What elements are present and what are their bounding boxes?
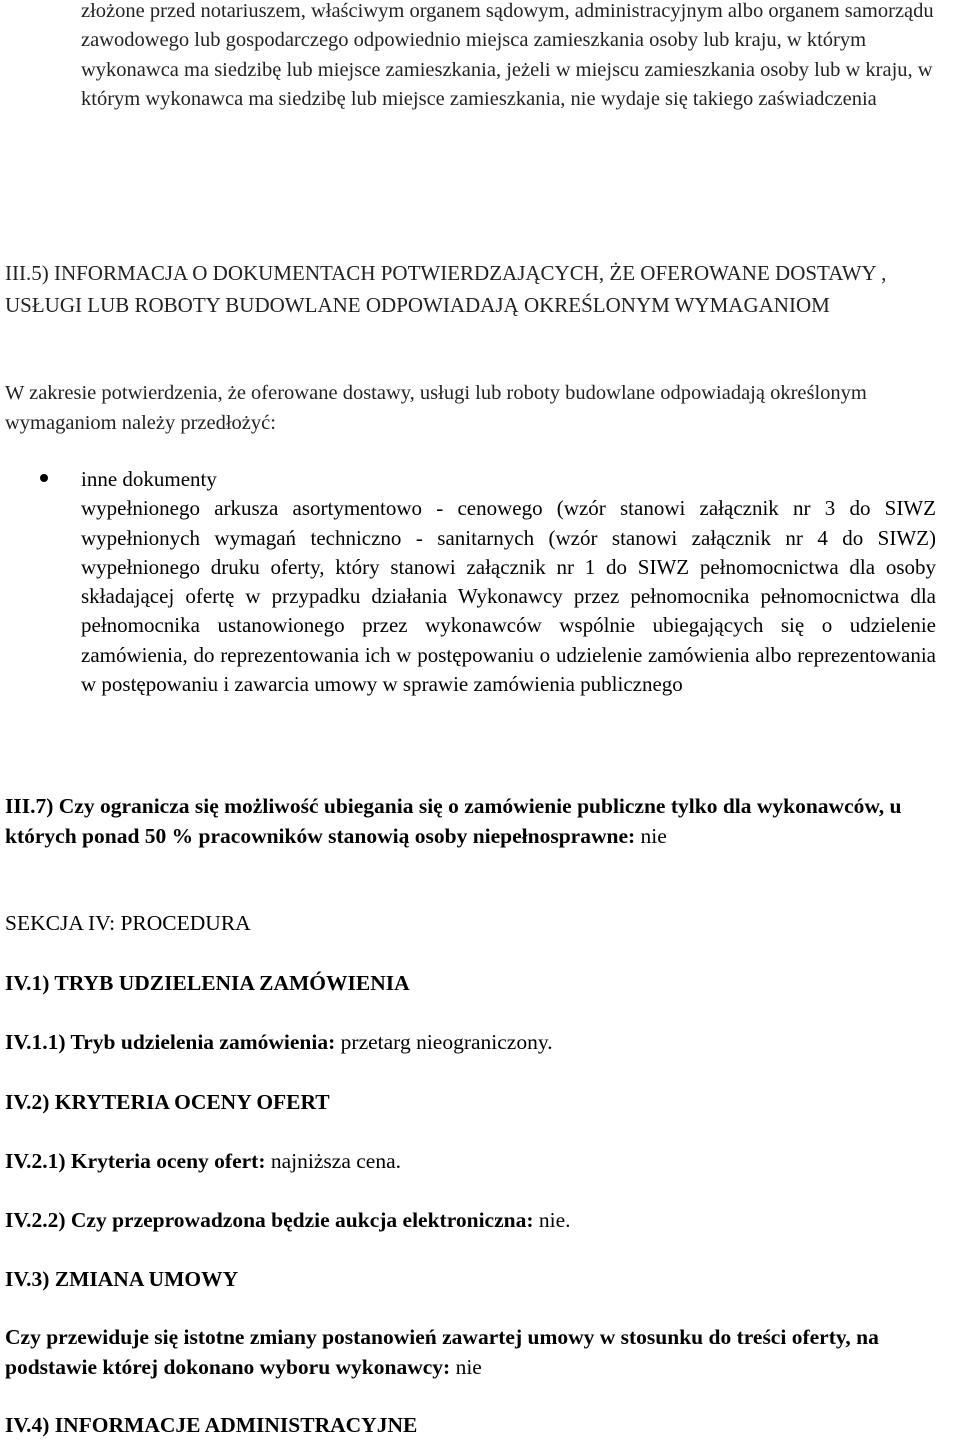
bullet-label: inne dokumenty xyxy=(81,467,217,491)
iv3-heading: IV.3) ZMIANA UMOWY xyxy=(5,1267,239,1291)
documents-list xyxy=(81,465,936,699)
section-iii5-intro: W zakresie potwierdzenia, że oferowane dostawy, usługi lub roboty budowlane odpowiadają określonym wymaganiom należy przedłożyć: xyxy=(5,382,867,434)
iv11-value: przetarg nieograniczony. xyxy=(340,1030,553,1054)
section-iii7-answer: nie xyxy=(640,824,667,848)
iv2-heading: IV.2) KRYTERIA OCENY OFERT xyxy=(5,1090,330,1114)
iv1-heading: IV.1) TRYB UDZIELENIA ZAMÓWIENIA xyxy=(5,971,410,995)
section-iii7 xyxy=(5,791,942,851)
iv22-value: nie. xyxy=(538,1208,571,1232)
section-iii5-heading: III.5) INFORMACJA O DOKUMENTACH POTWIERDZAJĄCYCH, ŻE OFEROWANE DOSTAWY , USŁUGI LUB ROBOTY BUDOWLANE ODPOWIADAJĄ OKREŚLONYM WYMAGANIOM xyxy=(5,261,887,317)
iv3-answer: nie xyxy=(455,1355,482,1379)
iv22-row xyxy=(5,1205,960,1235)
section-iv-title: SEKCJA IV: PROCEDURA xyxy=(5,911,251,935)
bullet-icon xyxy=(40,474,48,482)
iv3-question-block xyxy=(5,1322,940,1382)
documents-text: wypełnionego arkusza asortymentowo - cenowego (wzór stanowi załącznik nr 3 do SIWZ wypełnionych wymagań techniczno - sanitarnych (wzór stanowi załącznik nr 4 do SIWZ) wypełnionego druku oferty, który stanowi załącznik nr 1 do SIWZ pełnomocnictwa dla osoby składającej ofertę w przypadku działania Wykonawcy przez pełnomocnika pełnomocnictwa dla pełnomocnika ustanowionego przez wykonawców wspólnie ubiegających się o udzielenie zamówienia, do reprezentowania ich w postępowaniu o udzielenie zamówienia albo reprezentowania w postępowaniu i zawarcia umowy w sprawie zamówienia publicznego xyxy=(81,496,936,697)
iv21-row xyxy=(5,1146,960,1176)
iv4-heading: IV.4) INFORMACJE ADMINISTRACYJNE xyxy=(5,1413,418,1437)
intro-paragraph: złożone przed notariuszem, właściwym organem sądowym, administracyjnym albo organem samorządu zawodowego lub gospodarczego odpowiednio miejsca zamieszkania osoby lub kraju, w którym wykonawca ma siedzibę lub miejsce zamieszkania, jeżeli w miejscu zamieszkania osoby lub w kraju, w którym wykonawca ma siedzibę lub miejsce zamieszkania, nie wydaje się takiego zaświadczenia xyxy=(81,0,934,110)
section-iii7-question: III.7) Czy ogranicza się możliwość ubiegania się o zamówienie publiczne tylko dla wykonawców, u których ponad 50 % pracowników stanowią osoby niepełnosprawne: xyxy=(5,794,902,848)
iv22-label: IV.2.2) Czy przeprowadzona będzie aukcja elektroniczna: xyxy=(5,1208,534,1232)
iv3-question: Czy przewiduje się istotne zmiany postanowień zawartej umowy w stosunku do treści oferty, na podstawie której dokonano wyboru wykonawcy: xyxy=(5,1325,879,1379)
iv11-row xyxy=(5,1027,960,1057)
iv21-label: IV.2.1) Kryteria oceny ofert: xyxy=(5,1149,266,1173)
iv11-label: IV.1.1) Tryb udzielenia zamówienia: xyxy=(5,1030,336,1054)
iv21-value: najniższa cena. xyxy=(270,1149,401,1173)
